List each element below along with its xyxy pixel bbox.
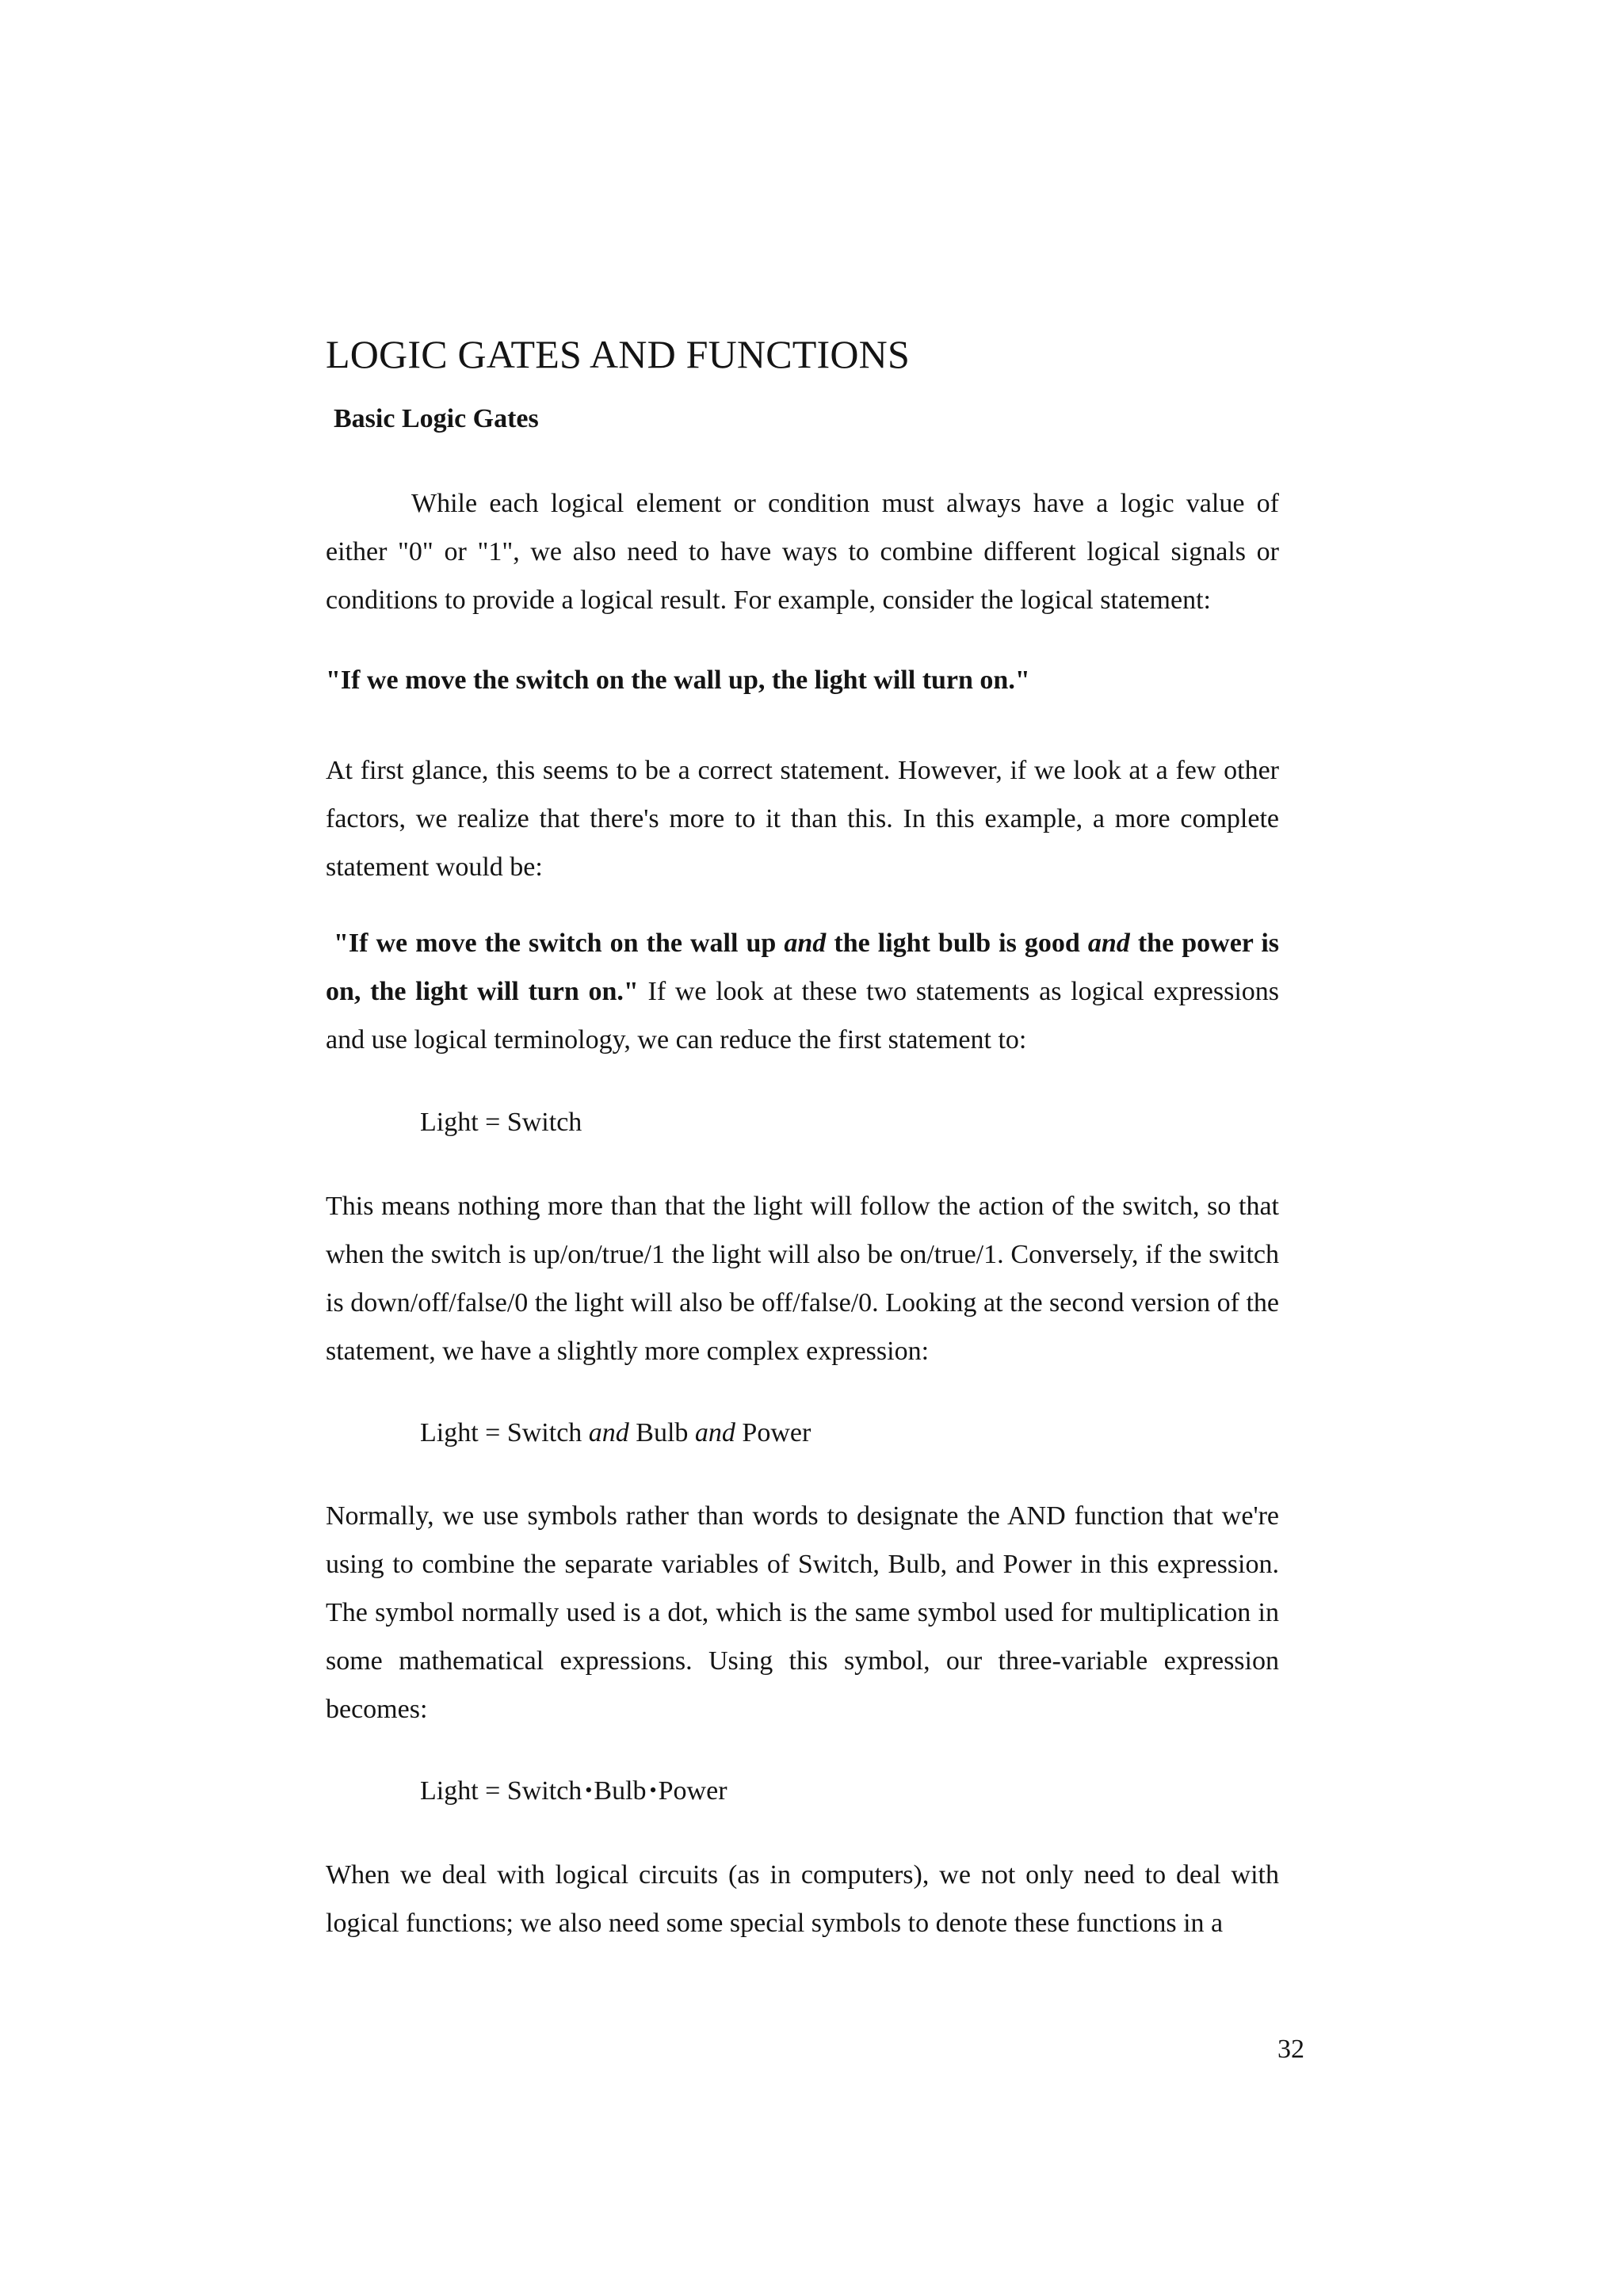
- equation-and-part-3: Power: [735, 1418, 812, 1447]
- paragraph-follow-action: This means nothing more than that the light will follow the action of the switch, so that when the switch is up/on/true/1 the light will also be on/true/1. Conversely, if the switch is down/off/false/0 the light will also be off/false/0. Looking at the second version of the statement, we have a slightly more complex expression:: [326, 1192, 1279, 1366]
- equation-and-part-2: Bulb: [628, 1418, 695, 1447]
- paragraph-complete-statement: [326, 919, 1279, 1064]
- statement-complete-part-1: "If we move the switch on the wall up: [334, 929, 785, 958]
- equation-and-word-2: and: [694, 1418, 735, 1447]
- statement-complete-continuation: If we look at these two statements as logical expressions and use logical terminology, we can reduce the first statement to:: [326, 977, 1279, 1055]
- equation-and-word-1: and: [588, 1418, 629, 1447]
- statement-complete-part-2: the light bulb is good: [826, 929, 1088, 958]
- paragraph-logical-circuits: When we deal with logical circuits (as in computers), we not only need to deal with logical functions; we also need some special symbols to denote these functions in a: [326, 1860, 1279, 1938]
- equation-light-and: [420, 1418, 811, 1448]
- paragraph-first-glance: At first glance, this seems to be a correct statement. However, if we look at a few other factors, we realize that there's more to it than this. In this example, a more complete statement would be:: [326, 756, 1279, 882]
- paragraph-symbols: Normally, we use symbols rather than words to designate the AND function that we're using to combine the separate variables of Switch, Bulb, and Power in this expression. The symbol normally used is a dot, which is the same symbol used for multiplication in some mathematical expressions. Using this symbol, our three-variable expression becomes:: [326, 1501, 1279, 1724]
- statement-complete-part-3: the power is on, the light will turn on.": [326, 929, 1280, 1006]
- and-dot-operator: •: [649, 1779, 657, 1802]
- statement-simple: "If we move the switch on the wall up, the light will turn on.": [326, 666, 1030, 695]
- equation-and-part-1: Light = Switch: [420, 1418, 589, 1447]
- equation-dot-part-1: Light = Switch: [420, 1776, 582, 1806]
- equation-light-dot: [420, 1776, 727, 1806]
- equation-dot-part-2: Bulb: [594, 1776, 647, 1806]
- and-dot-operator: •: [585, 1779, 593, 1802]
- equation-light-switch: Light = Switch: [420, 1108, 582, 1137]
- paragraph-intro: While each logical element or condition must always have a logic value of either "0" or "1", we also need to have ways to combine different logical signals or conditions to provide a logical result. For example, consider the logical statement:: [326, 489, 1279, 615]
- statement-complete-and-1: and: [784, 929, 827, 958]
- statement-complete-and-2: and: [1087, 929, 1130, 958]
- page-number: 32: [1277, 2035, 1304, 2064]
- page-heading: LOGIC GATES AND FUNCTIONS: [326, 332, 910, 376]
- section-subheading: Basic Logic Gates: [334, 404, 539, 433]
- equation-dot-part-3: Power: [658, 1776, 727, 1806]
